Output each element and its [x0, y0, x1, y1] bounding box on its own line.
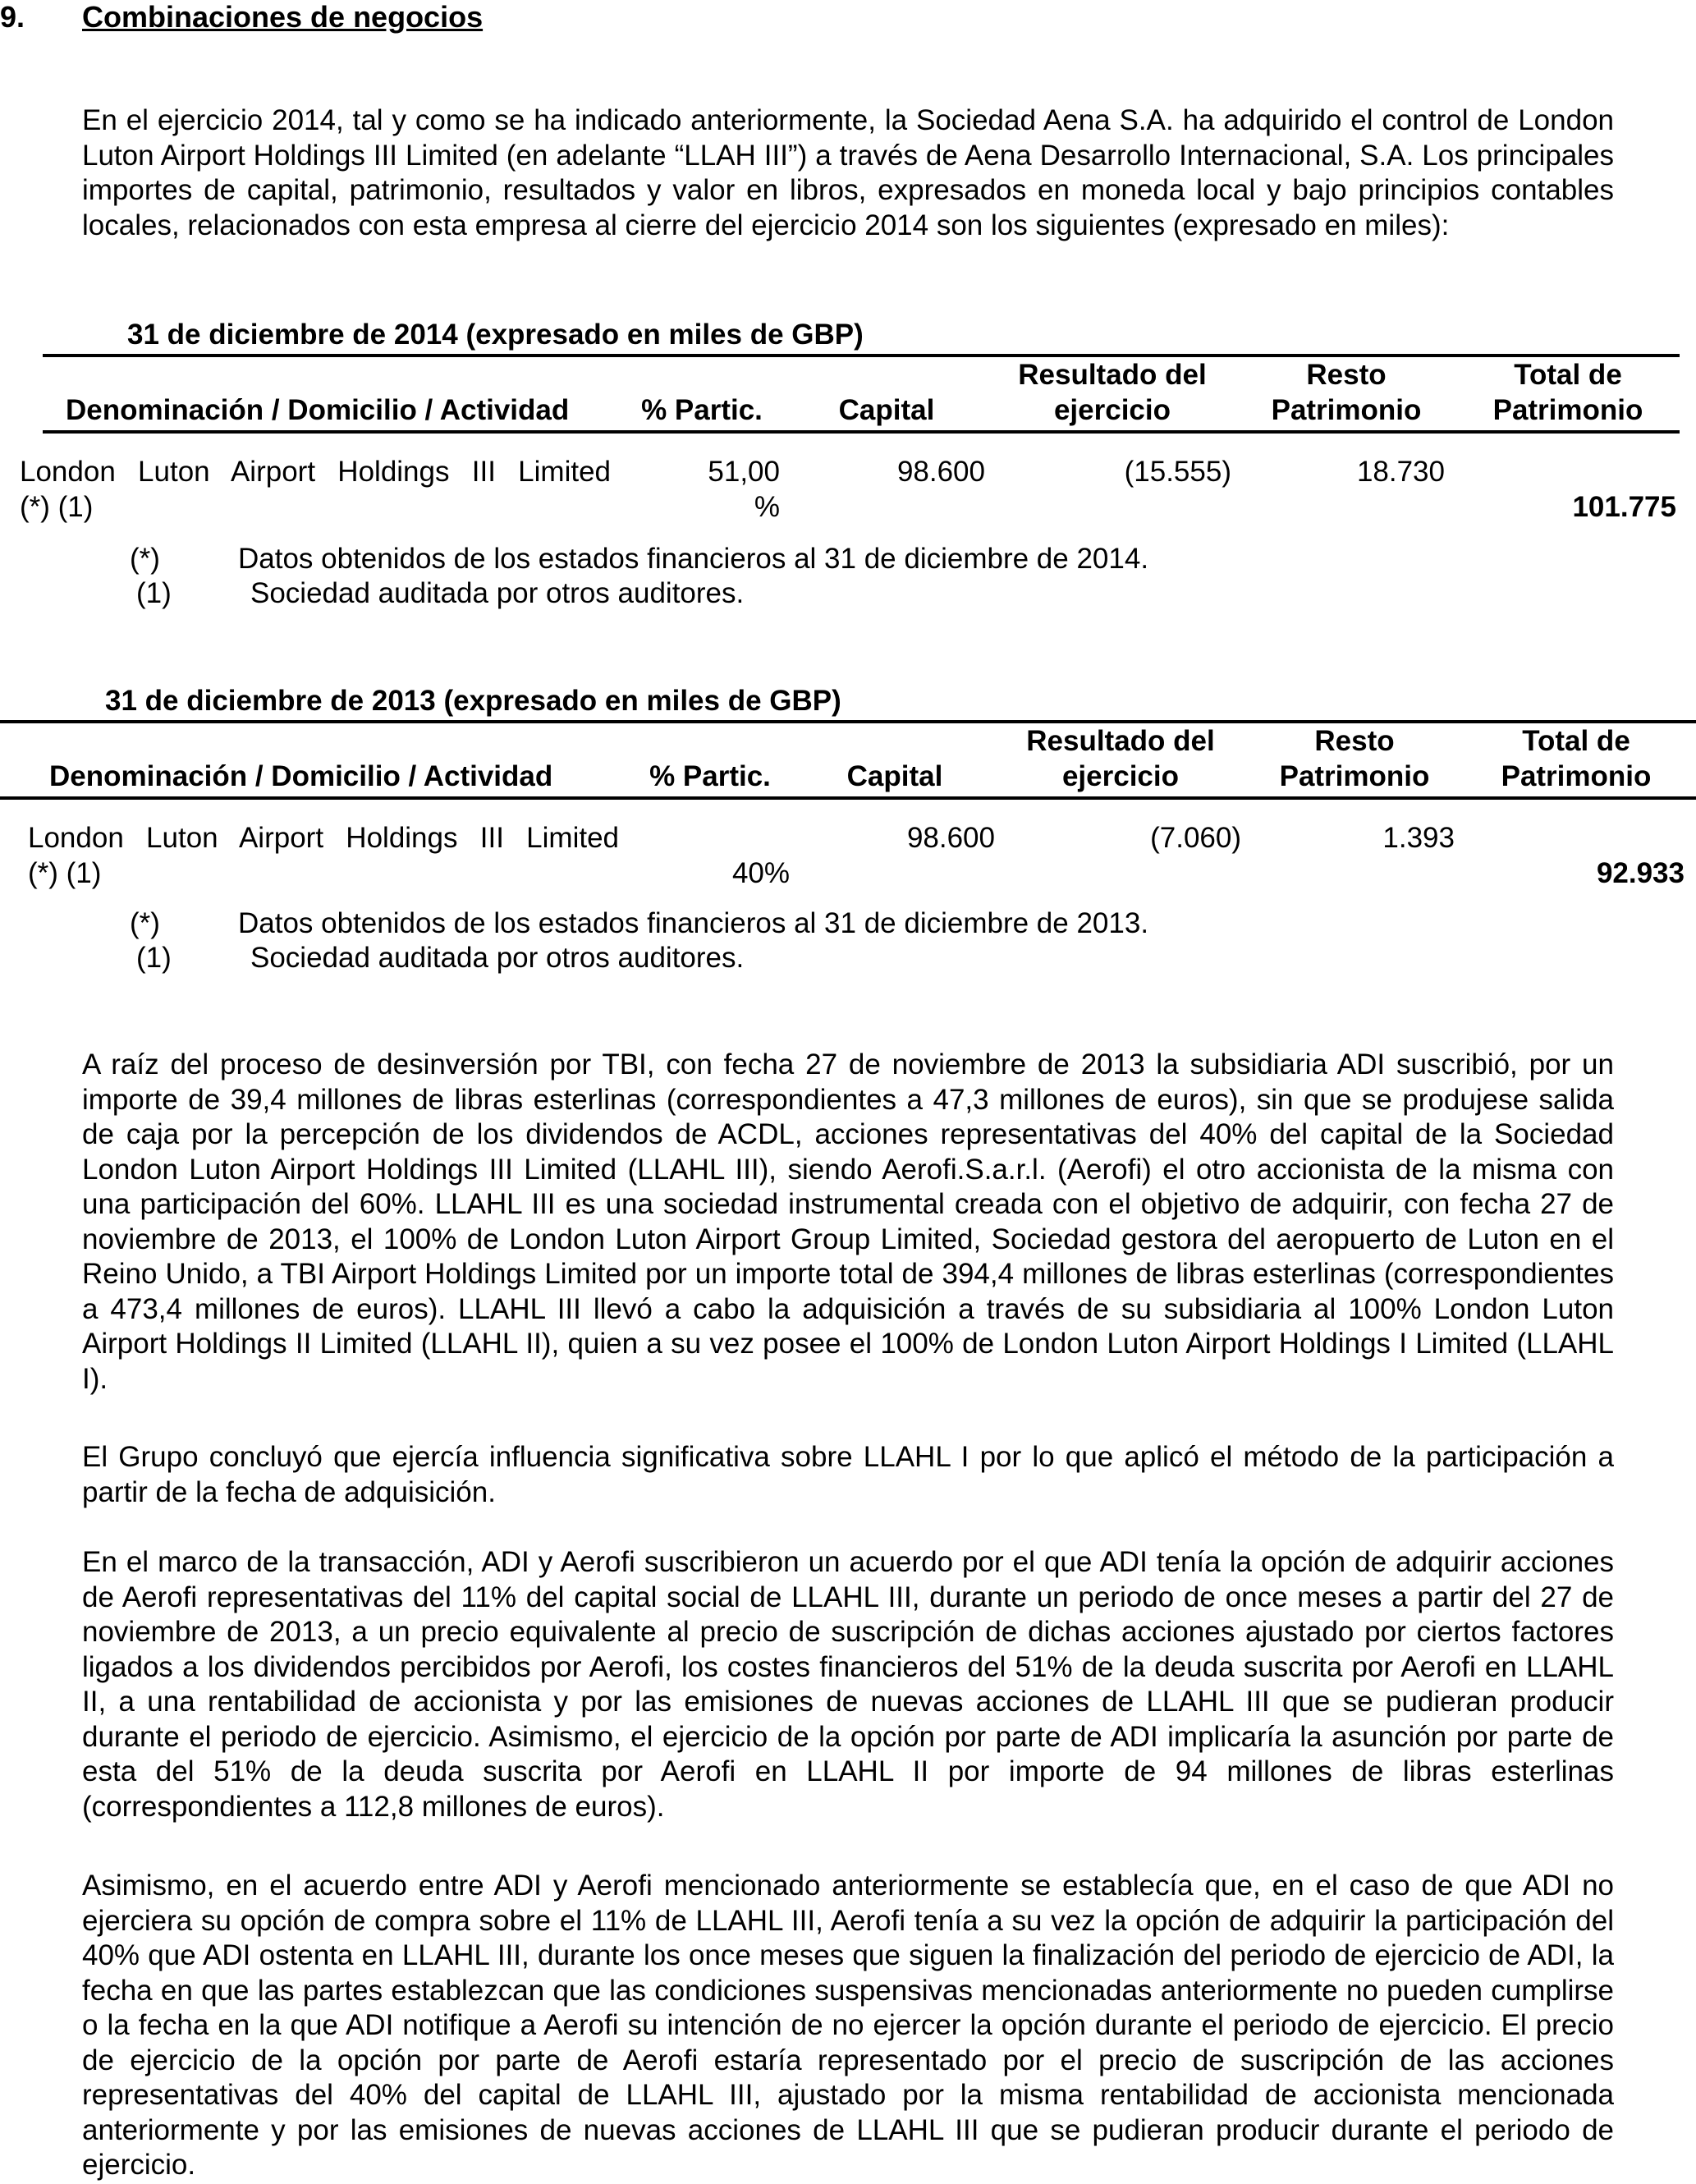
note-text: Datos obtenidos de los estados financieros al 31 de diciembre de 2014.: [238, 543, 1149, 575]
header-result-line1: Resultado del: [1018, 359, 1207, 391]
row-result: (7.060): [1150, 822, 1241, 854]
header-result-line2: ejercicio: [1053, 394, 1171, 426]
header-name: Denominación / Domicilio / Actividad: [66, 394, 570, 426]
table-caption: 31 de diciembre de 2014 (expresado en miles de GBP): [127, 319, 864, 351]
section-number: 9.: [0, 0, 25, 34]
row-partic-unit: %: [754, 491, 780, 523]
header-capital: Capital: [838, 394, 935, 426]
note-mark: (1): [136, 942, 172, 974]
row-capital: 98.600: [906, 822, 995, 854]
header-total-line1: Total de: [1522, 725, 1630, 757]
row-result: (15.555): [1124, 456, 1231, 488]
intro-paragraph: En el ejercicio 2014, tal y como se ha indicado anteriormente, la Sociedad Aena S.A. ha adquirido el control de London Luton Airport Holdings III Limited (en adelante “LLAH III”) a través de Aena Desarrollo Internacional, S.A. Los principales importes de capital, patrimonio, resultados y valor en libros, expresados en moneda local y bajo principios contables locales, relacionados con esta empresa al cierre del ejercicio 2014 son los siguientes (expresado en miles):: [82, 104, 1614, 241]
table-header-rule: [43, 430, 1680, 434]
header-resto-line1: Resto: [1306, 359, 1387, 391]
header-resto-line2: Patrimonio: [1279, 760, 1430, 792]
header-resto-line2: Patrimonio: [1271, 394, 1422, 426]
body-paragraph-4: Asimismo, en el acuerdo entre ADI y Aerofi mencionado anteriormente se establecía que, en el caso de que ADI no ejerciera su opción de compra sobre el 11% de LLAHL III, Aerofi tenía a su vez la opción de adquirir la participación del 40% que ADI ostenta en LLAHL III, durante los once meses que siguen la finalización del periodo de ejercicio de ADI, la fecha en que las partes establezcan que las condiciones suspensivas mencionadas anteriormente no pueden cumplirse o la fecha en la que ADI notifique a Aerofi su intención de no ejercer la opción durante el periodo de ejercicio. El precio de ejercicio de la opción por parte de Aerofi estaría representado por el precio de suscripción de las acciones representativas del 40% del capital de LLAHL III, ajustado por la misma rentabilidad de accionista mencionada anteriormente y por las emisiones de nuevas acciones de LLAHL III que se pudieran producir durante el periodo de ejercicio.: [82, 1870, 1614, 2181]
note-text: Datos obtenidos de los estados financieros al 31 de diciembre de 2013.: [238, 907, 1149, 939]
header-name: Denominación / Domicilio / Actividad: [49, 760, 553, 792]
row-name-line2: (*) (1): [28, 857, 102, 889]
note-mark: (*): [130, 543, 160, 575]
row-total: 92.933: [1596, 857, 1685, 889]
note-mark: (*): [130, 907, 160, 939]
row-name-line2: (*) (1): [20, 491, 94, 523]
header-result-line1: Resultado del: [1026, 725, 1215, 757]
header-result-line2: ejercicio: [1061, 760, 1180, 792]
header-resto-line1: Resto: [1314, 725, 1395, 757]
body-paragraph-1: A raíz del proceso de desinversión por TBI, con fecha 27 de noviembre de 2013 la subsidiaria ADI suscribió, por un importe de 39,4 millones de libras esterlinas (correspondientes a 47,3 millones de euros), sin que se produjese salida de caja por la percepción de los dividendos de ACDL, acciones representativas del 40% del capital de la Sociedad London Luton Airport Holdings III Limited (LLAHL III), siendo Aerofi.S.a.r.l. (Aerofi) el otro accionista de la misma con una participación del 60%. LLAHL III es una sociedad instrumental creada con el objetivo de adquirir, con fecha 27 de noviembre de 2013, el 100% de London Luton Airport Group Limited, Sociedad gestora del aeropuerto de Luton en el Reino Unido, a TBI Airport Holdings Limited por un importe total de 394,4 millones de libras esterlinas (correspondientes a 473,4 millones de euros). LLAHL III llevó a cabo la adquisición a través de su subsidiaria al 100% London Luton Airport Holdings II Limited (LLAHL II), quien a su vez posee el 100% de London Luton Airport Holdings I Limited (LLAHL I).: [82, 1048, 1614, 1395]
header-total-line2: Patrimonio: [1492, 394, 1643, 426]
row-resto: 1.393: [1382, 822, 1455, 854]
row-total: 101.775: [1572, 491, 1676, 523]
section-heading: [0, 0, 483, 34]
header-total-line1: Total de: [1514, 359, 1622, 391]
header-total-line2: Patrimonio: [1501, 760, 1652, 792]
table-caption: 31 de diciembre de 2013 (expresado en miles de GBP): [105, 685, 841, 717]
row-capital: 98.600: [896, 456, 985, 488]
body-paragraph-2: El Grupo concluyó que ejercía influencia significativa sobre LLAHL I por lo que aplicó el método de la participación a partir de la fecha de adquisición.: [82, 1441, 1614, 1508]
header-capital: Capital: [846, 760, 943, 792]
row-name-line1: London Luton Airport Holdings III Limited: [20, 456, 611, 488]
row-name-line1: London Luton Airport Holdings III Limited: [28, 822, 619, 854]
table-top-rule: [43, 354, 1680, 357]
row-partic: 51,00: [708, 456, 780, 488]
body-paragraph-3: En el marco de la transacción, ADI y Aerofi suscribieron un acuerdo por el que ADI tenía la opción de adquirir acciones de Aerofi representativas del 11% del capital social de LLAHL III, durante un periodo de once meses a partir del 27 de noviembre de 2013, a un precio equivalente al precio de suscripción de dichas acciones ajustado por ciertos factores ligados a los dividendos percibidos por Aerofi, los costes financieros del 51% de la deuda suscrita por Aerofi en LLAHL II, a una rentabilidad de accionista y por las emisiones de nuevas acciones de LLAHL III que se pudieran producir durante el periodo de ejercicio. Asimismo, el ejercicio de la opción por parte de ADI implicaría la asunción por parte de esta del 51% de la deuda suscrita por Aerofi en LLAHL II por importe de 94 millones de libras esterlinas (correspondientes a 112,8 millones de euros).: [82, 1546, 1614, 1823]
section-title: Combinaciones de negocios: [82, 0, 484, 34]
header-partic: % Partic.: [649, 760, 771, 792]
note-text: Sociedad auditada por otros auditores.: [250, 942, 745, 974]
row-resto: 18.730: [1356, 456, 1445, 488]
table-header-rule: [0, 796, 1696, 800]
header-partic: % Partic.: [641, 394, 763, 426]
table-top-rule: [0, 720, 1696, 723]
note-text: Sociedad auditada por otros auditores.: [250, 577, 745, 609]
note-mark: (1): [136, 577, 172, 609]
row-partic: 40%: [731, 857, 790, 889]
